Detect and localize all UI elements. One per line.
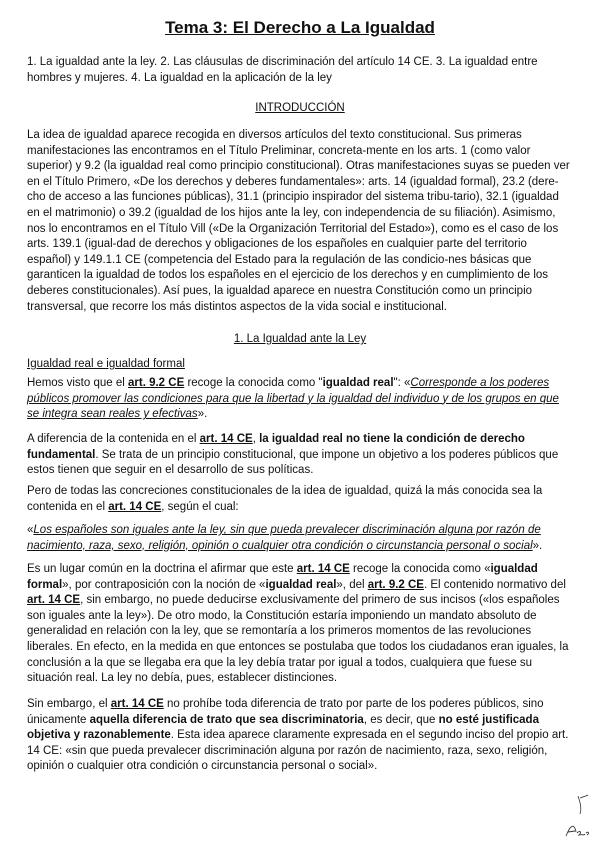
p6-bold1: aquella diferencia de trato que sea discriminatoria bbox=[89, 713, 364, 726]
p3-ref-art-14: art. 14 CE bbox=[108, 500, 162, 513]
p1-text-c: ": « bbox=[393, 377, 411, 389]
paragraph-5 bbox=[27, 562, 573, 687]
p1-ref-art-9-2: art. 9.2 CE bbox=[128, 377, 185, 389]
p1-text-b: recoge la conocida como " bbox=[184, 377, 323, 389]
paragraph-1 bbox=[27, 376, 573, 423]
p4-text-a: « bbox=[27, 524, 34, 536]
p5-ref2: art. 9.2 CE bbox=[367, 578, 424, 591]
paragraph-3 bbox=[27, 484, 573, 515]
p2-text-a: A diferencia de la contenida en el bbox=[27, 433, 200, 445]
p6-text-b: no prohíbe toda diferencia de trato por parte de los poderes públicos, sino únicamente bbox=[27, 698, 544, 726]
p5-text-d: », del bbox=[336, 578, 368, 591]
page-title: Tema 3: El Derecho a La Igualdad bbox=[165, 18, 435, 37]
p5-text-f: , sin embargo, no puede deducirse exclusivamente del primero de sus incisos («los españoles son iguales ante la ley»). De otro modo, la Constitución estaría imponiendo un mandato absoluto de generalidad en relación con la ley, que se remontaría a los primeros momentos de las revoluciones liberales. En efecto, en la medida en que entonces se postulaba que todos los ciudadanos eran iguales, la conclusión a la que se llegaba era que la ley debía tratar por igual a todos, cualquiera que fuese su situación real. La ley no debía, pues, establecer distinciones. bbox=[27, 594, 569, 685]
p4-quote: Los españoles son iguales ante la ley, sin que pueda prevalecer discriminación alguna por razón de nacimiento, raza, sexo, religión, opinión o cualquier otra condición o circunstancia personal o social bbox=[27, 524, 541, 552]
p3-text-b: , según el cual: bbox=[161, 500, 239, 513]
document-page bbox=[27, 0, 573, 773]
p5-text-c: », por contraposición con la noción de « bbox=[62, 578, 266, 591]
p2-bold: la igualdad real no tiene la condición de derecho fundamental bbox=[27, 433, 525, 461]
paragraph-6 bbox=[27, 697, 573, 775]
p1-term: igualdad real bbox=[322, 377, 394, 389]
p1-text-a: Hemos visto que el bbox=[27, 377, 128, 389]
p6-ref-art-14: art. 14 CE bbox=[110, 698, 164, 710]
p5-term2: igualdad real bbox=[265, 578, 337, 591]
p2-text-c: . Se trata de un principio constitucional, que impone un objetivo a los poderes públicos que estos tienen que seguir en el desarrollo de sus políticas. bbox=[27, 448, 559, 477]
p6-text-c: , es decir, que bbox=[363, 713, 439, 726]
p2-text-b: , bbox=[252, 433, 260, 445]
paragraph-2 bbox=[27, 432, 573, 479]
p6-text-d: . Esta idea aparece claramente expresada en el segundo inciso del propio art. 14 CE: «sin que pueda prevalecer discriminación alguna por razón de nacimiento, raza, sexo, religión, opinión o cualquier otra condición o circunstancia personal o social». bbox=[27, 729, 569, 773]
p1-quote: Corresponde a los poderes públicos promover las condiciones para que la libertad y la igualdad del individuo y de los grupos en que se integra sean reales y efectivas bbox=[27, 377, 559, 421]
intro-paragraph: La idea de igualdad aparece recogida en diversos artículos del texto constitucional. Sus primeras manifestaciones las encontramos en el Título Preliminar, concreta-mente en los arts. 1 (como valor superior) y 9.2 (la igualdad real como principio constitucional). Otras manifestaciones suyas se pueden ver en el Título Primero, «De los derechos y deberes fundamentales»: arts. 14 (igualdad formal), 23.2 (dere-cho de acceso a las funciones públicas), 31.1 (principio inspirador del sistema tribu-tario), 32.1 (igualdad en el matrimonio) o 39.2 (igualdad de los hijos ante la ley, con independencia de su filiación). Asimismo, nos lo encontramos en el Título Vill («De la Organización Territorial del Estado»), como es el caso de los arts. 139.1 (igual-dad de derechos y obligaciones de los españoles en cualquier parte del territorio español) y 149.1.1 CE (competencia del Estado para la regulación de las condicio-nes básicas que garanticen la igualdad de todos los españoles en el ejercicio de los derechos y en cumplimiento de los deberes constitucionales). Así pues, la igualdad aparece en nuestra Constitución como un principio transversal, que recorre los más distintos aspectos de la vida social e institucional. bbox=[27, 129, 570, 313]
paragraph-4-quote bbox=[27, 523, 573, 554]
subheading: Igualdad real e igualdad formal bbox=[27, 358, 185, 370]
signature-mark bbox=[558, 792, 592, 840]
p2-ref-art-14: art. 14 CE bbox=[199, 433, 253, 445]
table-of-contents: 1. La igualdad ante la ley. 2. Las cláusulas de discriminación del artículo 14 CE. 3. La igualdad entre hombres y mujeres. 4. La igualdad en la aplicación de la ley bbox=[27, 56, 538, 84]
p5-text-e: . El contenido normativo del bbox=[423, 578, 566, 591]
p5-ref1: art. 14 CE bbox=[296, 563, 350, 575]
p5-text-a: Es un lugar común en la doctrina el afirmar que este bbox=[27, 563, 297, 575]
section1-heading: 1. La Igualdad ante la Ley bbox=[233, 333, 367, 345]
p1-text-d: ». bbox=[197, 408, 208, 421]
p4-text-b: ». bbox=[532, 539, 543, 552]
p6-text-a: Sin embargo, el bbox=[27, 698, 111, 710]
p5-text-b: recoge la conocida como « bbox=[349, 563, 491, 575]
p5-ref3: art. 14 CE bbox=[27, 594, 81, 607]
intro-heading: INTRODUCCIÓN bbox=[255, 102, 345, 114]
p3-text-a: Pero de todas las concreciones constitucionales de la idea de igualdad, quizá la más conocida sea la contenida en el bbox=[27, 485, 543, 513]
p6-bold2: no esté justificada objetiva y razonablemente bbox=[27, 713, 539, 742]
p5-term1: igualdad formal bbox=[27, 563, 538, 591]
